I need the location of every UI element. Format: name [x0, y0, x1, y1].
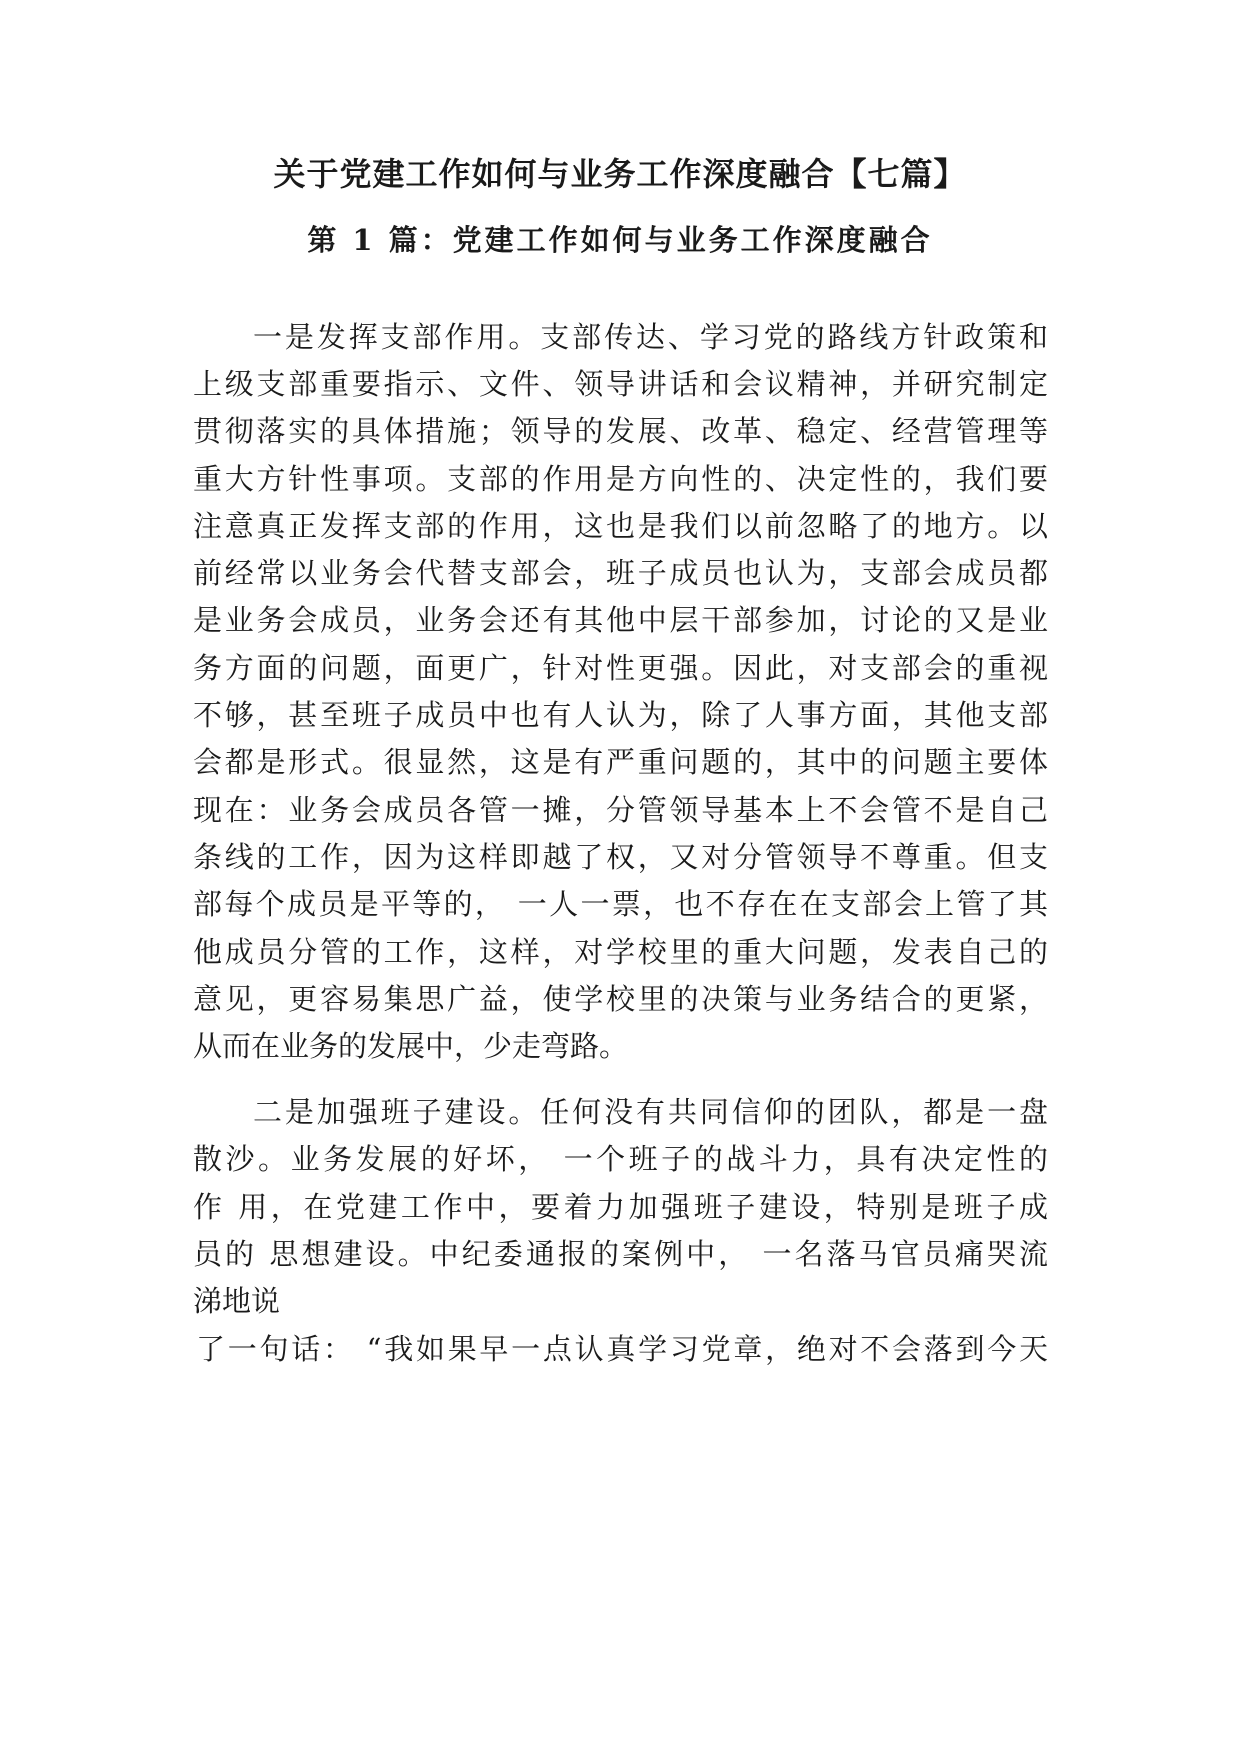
paragraph-line: 部每个成员是平等的， 一人一票，也不存在在支部会上管了其: [193, 887, 1048, 921]
paragraph-line: 是业务会成员，业务会还有其他中层干部参加，讨论的又是业: [193, 603, 1048, 637]
paragraph-line: 贯彻落实的具体措施；领导的发展、改革、稳定、经营管理等: [193, 414, 1048, 448]
document-title: 关于党建工作如何与业务工作深度融合【七篇】: [273, 155, 967, 193]
paragraph-line: 现在：业务会成员各管一摊，分管领导基本上不会管不是自己: [193, 793, 1048, 827]
paragraph-line: 作 用，在党建工作中，要着力加强班子建设，特别是班子成: [193, 1190, 1048, 1224]
paragraph-line: 会都是形式。很显然，这是有严重问题的，其中的问题主要体: [193, 745, 1048, 779]
paragraph-line: 意见，更容易集思广益，使学校里的决策与业务结合的更紧，: [193, 982, 1048, 1016]
paragraph-line: 上级支部重要指示、文件、领导讲话和会议精神，并研究制定: [193, 367, 1048, 401]
paragraph-line: 了一句话： “我如果早一点认真学习党章，绝对不会落到今天: [196, 1332, 1048, 1366]
paragraph-line: 不够，甚至班子成员中也有人认为，除了人事方面，其他支部: [193, 698, 1048, 732]
paragraph-line: 条线的工作，因为这样即越了权，又对分管领导不尊重。但支: [193, 840, 1048, 874]
paragraph-line: 务方面的问题，面更广，针对性更强。因此，对支部会的重视: [193, 651, 1048, 685]
paragraph-line: 重大方针性事项。支部的作用是方向性的、决定性的，我们要: [193, 462, 1048, 496]
paragraph-line: 注意真正发挥支部的作用，这也是我们以前忽略了的地方。以: [193, 509, 1048, 543]
paragraph-line: 一是发挥支部作用。支部传达、学习党的路线方针政策和: [253, 320, 1048, 354]
paragraph-line: 前经常以业务会代替支部会，班子成员也认为，支部会成员都: [193, 556, 1048, 590]
paragraph-line: 散沙。业务发展的好坏， 一个班子的战斗力，具有决定性的: [193, 1142, 1048, 1176]
document-subtitle: 第 1 篇：党建工作如何与业务工作深度融合: [307, 223, 933, 257]
paragraph-line: 从而在业务的发展中，少走弯路。: [193, 1029, 629, 1063]
paragraph-line: 二是加强班子建设。任何没有共同信仰的团队，都是一盘: [253, 1095, 1048, 1129]
paragraph-line: 涕地说: [193, 1284, 281, 1318]
paragraph-line: 员的 思想建设。中纪委通报的案例中， 一名落马官员痛哭流: [193, 1237, 1048, 1271]
paragraph-line: 他成员分管的工作，这样，对学校里的重大问题，发表自己的: [193, 935, 1048, 969]
